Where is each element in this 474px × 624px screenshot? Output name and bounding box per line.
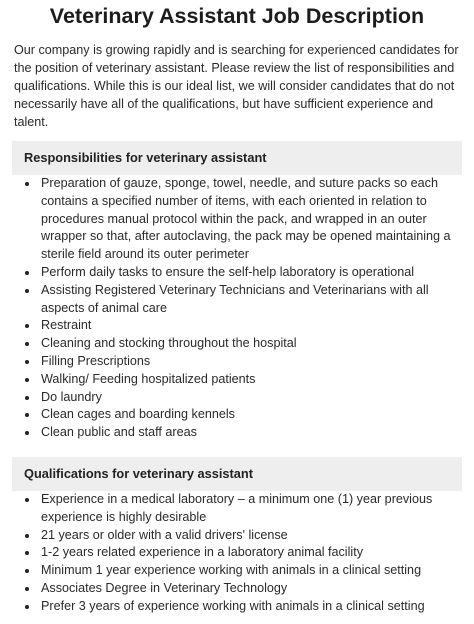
list-item: 1-2 years related experience in a laboratory animal facility — [12, 544, 462, 562]
list-item: Assisting Registered Veterinary Technicians and Veterinarians with all aspects of animal care — [12, 282, 462, 318]
list-item: Filling Prescriptions — [12, 353, 462, 371]
list-item: Clean public and staff areas — [12, 424, 462, 442]
responsibilities-heading: Responsibilities for veterinary assistant — [12, 141, 462, 175]
intro-paragraph: Our company is growing rapidly and is searching for experienced candidates for the position of veterinary assistant. Please review the list of responsibilities and qualifications. While this is our ideal list, we will consider candidates that do not necessarily have all of the qualifications, but have sufficient experience and talent. — [14, 43, 459, 129]
list-item: Walking/ Feeding hospitalized patients — [12, 371, 462, 389]
qualifications-list — [12, 491, 462, 616]
page-title: Veterinary Assistant Job Description — [49, 4, 425, 28]
responsibilities-list — [12, 175, 462, 442]
list-item: Clean cages and boarding kennels — [12, 406, 462, 424]
qualifications-heading: Qualifications for veterinary assistant — [12, 457, 462, 491]
list-item: Cleaning and stocking throughout the hospital — [12, 335, 462, 353]
list-item: Prefer 3 years of experience working with animals in a clinical setting — [12, 598, 462, 616]
list-item: 21 years or older with a valid drivers' license — [12, 527, 462, 545]
list-item: Perform daily tasks to ensure the self-help laboratory is operational — [12, 264, 462, 282]
list-item: Restraint — [12, 317, 462, 335]
list-item: Do laundry — [12, 389, 462, 407]
list-item: Minimum 1 year experience working with animals in a clinical setting — [12, 562, 462, 580]
list-item: Associates Degree in Veterinary Technology — [12, 580, 462, 598]
list-item: Experience in a medical laboratory – a minimum one (1) year previous experience is highly desirable — [12, 491, 462, 527]
list-item: Preparation of gauze, sponge, towel, needle, and suture packs so each contains a specified number of items, with each oriented in relation to procedures manual protocol within the pack, and wrapped in an outer wrapper so that, after autoclaving, the pack may be opened maintaining a sterile field around its outer perimeter — [12, 175, 462, 264]
